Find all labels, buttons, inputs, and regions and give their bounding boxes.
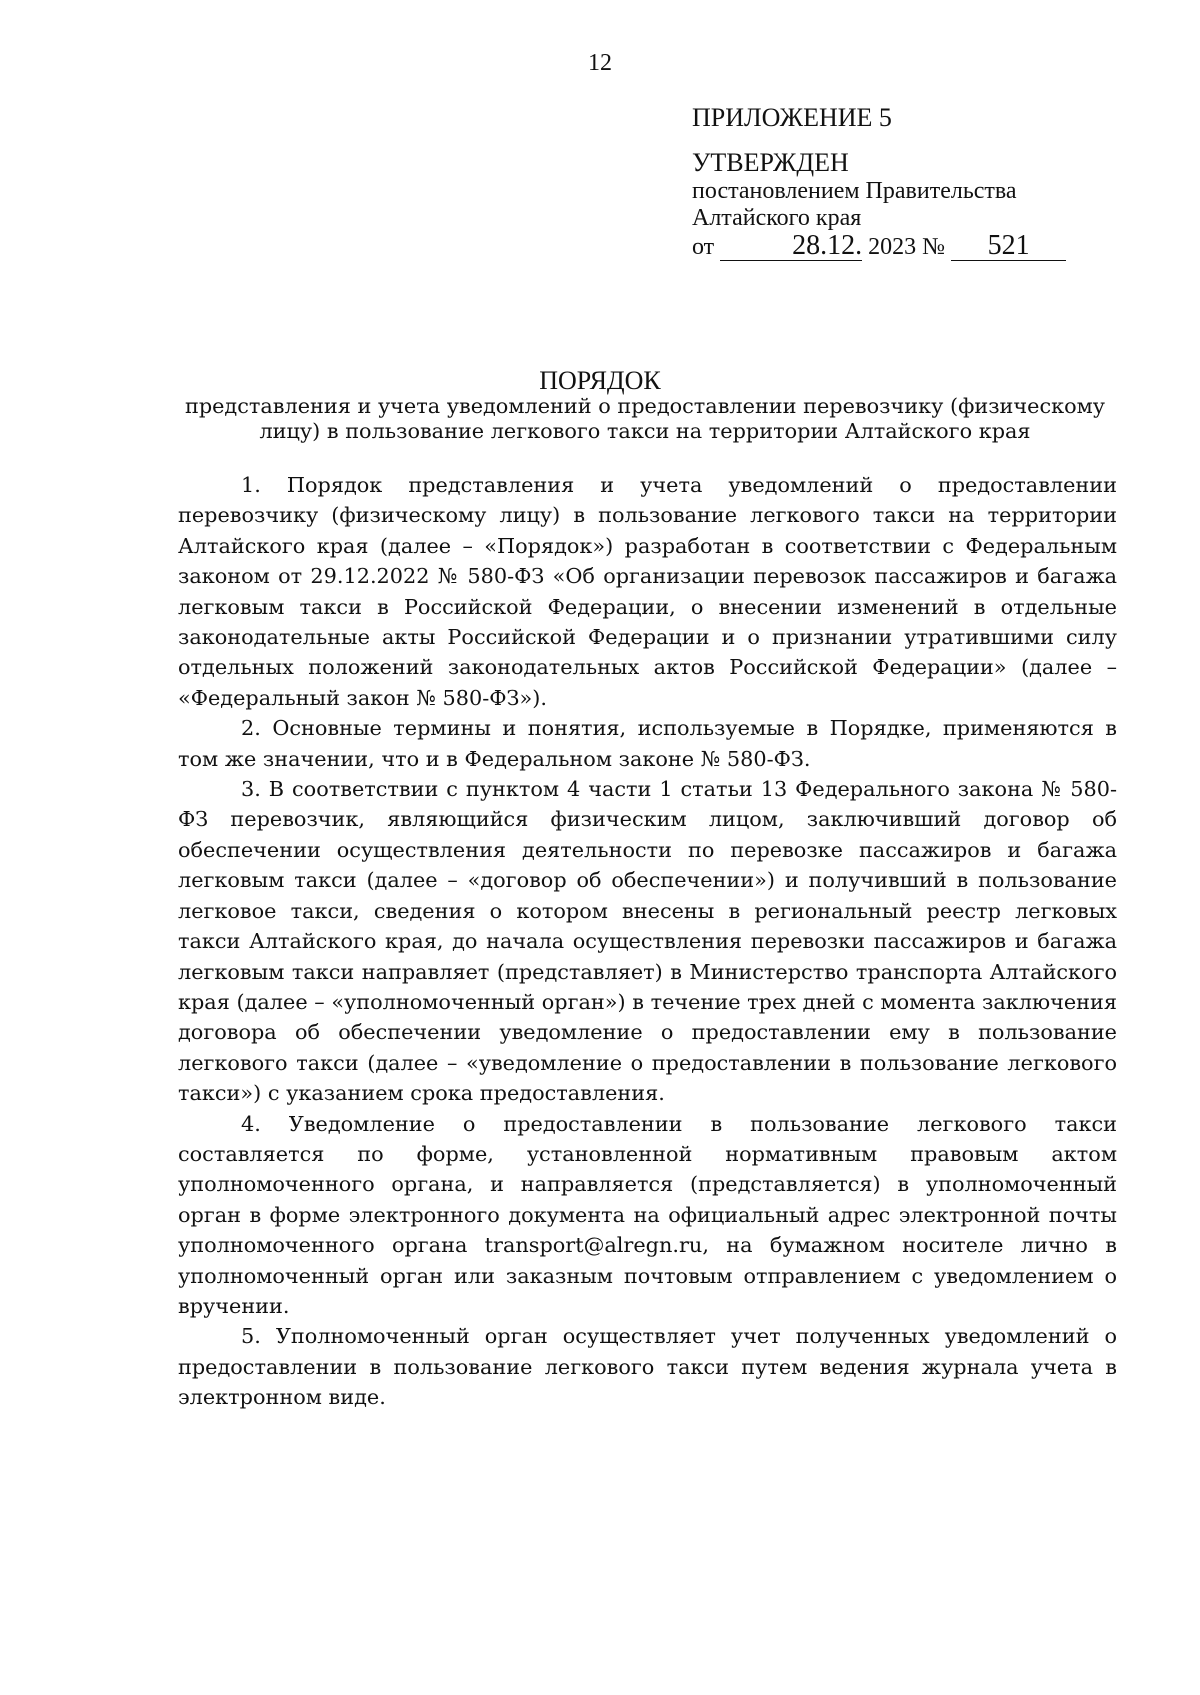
approval-line-1: постановлением Правительства [692, 178, 1017, 204]
paragraph-2: 2. Основные термины и понятия, используемые в Порядке, применяются в том же значении, что и в Федеральном законе № 580-ФЗ. [178, 716, 1117, 771]
approval-date: 28.12. [720, 232, 862, 261]
approval-year-sign: 2023 № [862, 234, 946, 260]
approval-line-2: Алтайского края [692, 205, 862, 231]
approval-date-line [692, 232, 1102, 261]
paragraph-5: 5. Уполномоченный орган осуществляет учет полученных уведомлений о предоставлении в пользование легкового такси путем ведения журнала учета в электронном виде. [178, 1324, 1117, 1410]
approved-label: УТВЕРЖДЕН [692, 148, 849, 177]
paragraph-1: 1. Порядок представления и учета уведомлений о предоставлении перевозчику (физическому лицу) в пользование легкового такси на территории Алтайского края (далее – «Порядок») разработан в соответствии с Федеральным законом от 29.12.2022 № 580-ФЗ «Об организации перевозок пассажиров и багажа легковым такси в Российской Федерации, о внесении изменений в отдельные законодательные акты Российской Федерации и о признании утратившими силу отдельных положений законодательных актов Российской Федерации» (далее – «Федеральный закон № 580-ФЗ»). [178, 473, 1117, 710]
appendix-label: ПРИЛОЖЕНИЕ 5 [692, 103, 892, 132]
paragraph-4: 4. Уведомление о предоставлении в пользование легкового такси составляется по форме, установленной нормативным правовым актом уполномоченного органа, и направляется (представляется) в уполномоченный орган в форме электронного документа на официальный адрес электронной почты уполномоченного органа transport@alregn.ru, на бумажном носителе лично в уполномоченный орган или заказным почтовым отправлением с уведомлением о вручении. [178, 1111, 1117, 1318]
paragraph-3: 3. В соответствии с пунктом 4 части 1 статьи 13 Федерального закона № 580-ФЗ перевозчик, являющийся физическим лицом, заключивший договор об обеспечении осуществления деятельности по перевозке пассажиров и багажа легковым такси (далее – «договор об обеспечении») и получивший в пользование легковое такси, сведения о котором внесены в региональный реестр легковых такси Алтайского края, до начала осуществления перевозки пассажиров и багажа легковым такси направляет (представляет) в Министерство транспорта Алтайского края (далее – «уполномоченный орган») в течение трех дней с момента заключения договора об обеспечении уведомление о предоставлении ему в пользование легкового такси (далее – «уведомление о предоставлении в пользование легкового такси») с указанием срока предоставления. [178, 777, 1117, 1106]
date-prefix: от [692, 234, 715, 260]
page-number: 12 [588, 50, 612, 76]
document-title: ПОРЯДОК [539, 366, 661, 395]
document-body [178, 470, 1117, 1413]
document-subtitle: представления и учета уведомлений о предоставлении перевозчику (физическому лицу) в пользование легкового такси на территории Алтайского края [184, 394, 1106, 443]
approval-number: 521 [951, 232, 1066, 261]
approval-block [692, 104, 1102, 261]
